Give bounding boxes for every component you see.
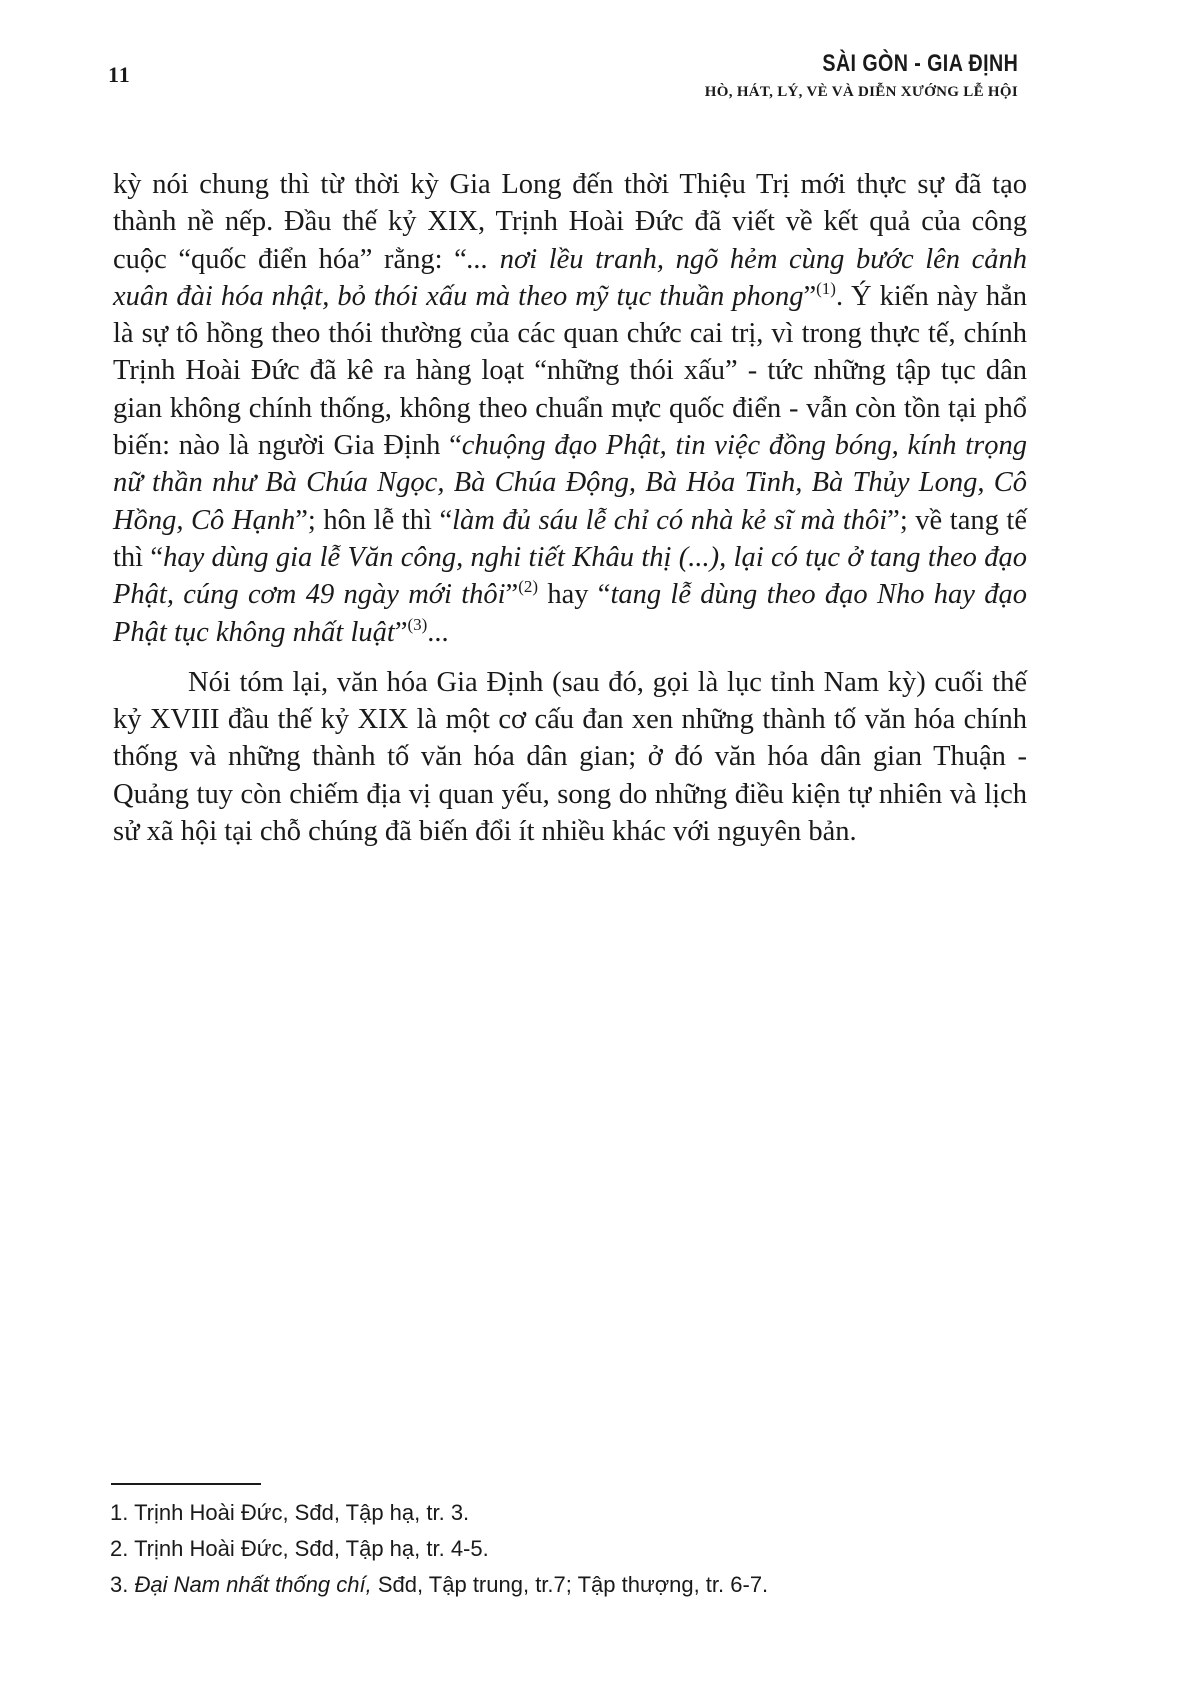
text-run: ... bbox=[427, 616, 449, 648]
paragraph-1 bbox=[113, 166, 1027, 651]
quotation: chuộng đạo Phật, tin việc đồng bóng, kính trọng nữ thần như Bà Chúa Ngọc, Bà Chúa Động, Bà Hỏa Tinh, Bà Thủy Long, Cô Hồng, Cô Hạnh bbox=[113, 430, 1027, 536]
book-subtitle: HÒ, HÁT, LÝ, VÈ VÀ DIỄN XƯỚNG LỄ HỘI bbox=[704, 84, 1018, 100]
quotation: làm đủ sáu lễ chỉ có nhà kẻ sĩ mà thôi bbox=[452, 504, 888, 536]
text-run: ” bbox=[394, 616, 408, 648]
footnote-number: 3. bbox=[110, 1572, 135, 1597]
footnote-ref-2: (2) bbox=[518, 577, 539, 597]
footnote-ref-1: (1) bbox=[816, 278, 836, 298]
text-run: hay “ bbox=[538, 579, 611, 611]
quotation: hay dùng gia lễ Văn công, nghi tiết Khâu thị (...), lại có tục ở tang theo đạo Phật, cúng cơm 49 ngày mới thôi bbox=[113, 541, 1027, 611]
text-run: ”; hôn lễ thì “ bbox=[295, 504, 453, 536]
quotation: tang lễ dùng theo đạo Nho hay đạo Phật tục không nhất luật bbox=[113, 579, 1027, 648]
quotation: ... nơi lều tranh, ngõ hẻm cùng bước lên cảnh xuân đài hóa nhật, bỏ thói xấu mà theo mỹ tục thuần phong bbox=[113, 243, 1027, 312]
running-head bbox=[705, 50, 1018, 101]
footnote-ref-3: (3) bbox=[407, 614, 428, 634]
text-run: . Ý kiến này hẳn là sự tô hồng theo thói thường của các quan chức cai trị, vì trong thực tế, chính Trịnh Hoài Đức đã kê ra hàng loạt “những thói xấu” - tức những tập tục dân gian không chính thống, không theo chuẩn mực quốc điển - vẫn còn tồn tại phổ biến: nào là người Gia Định “ bbox=[113, 280, 1028, 462]
text-run: ” bbox=[505, 579, 519, 611]
text-run: ” bbox=[803, 280, 817, 312]
footnote-rule bbox=[111, 1483, 261, 1485]
page-number: 11 bbox=[108, 62, 131, 87]
text-run: ”; về tang tế thì “ bbox=[113, 504, 1027, 573]
footnote-1: 1. Trịnh Hoài Đức, Sđd, Tập hạ, tr. 3. bbox=[110, 1500, 470, 1525]
footnote-citation: Sđd, Tập trung, tr.7; Tập thượng, tr. 6-7. bbox=[371, 1572, 769, 1597]
footnote-2: 2. Trịnh Hoài Đức, Sđd, Tập hạ, tr. 4-5. bbox=[110, 1536, 489, 1561]
paragraph-2: Nói tóm lại, văn hóa Gia Định (sau đó, gọi là lục tỉnh Nam kỳ) cuối thế kỷ XVIII đầu thế kỷ XIX là một cơ cấu đan xen những thành tố văn hóa chính thống và những thành tố văn hóa dân gian; ở đó văn hóa dân gian Thuận - Quảng tuy còn chiếm địa vị quan yếu, song do những điều kiện tự nhiên và lịch sử xã hội tại chỗ chúng đã biến đổi ít nhiều khác với nguyên bản. bbox=[113, 666, 1027, 848]
body-text bbox=[113, 166, 1027, 850]
footnotes bbox=[110, 1495, 1010, 1603]
footnote-3 bbox=[110, 1567, 1010, 1603]
text-run: kỳ nói chung thì từ thời kỳ Gia Long đến thời Thiệu Trị mới thực sự đã tạo thành nề nếp. Đầu thế kỷ XIX, Trịnh Hoài Đức đã viết về kết quả của công cuộc “quốc điển hóa” rằng: “ bbox=[113, 169, 1027, 275]
book-title: SÀI GÒN - GIA ĐỊNH bbox=[822, 50, 1018, 77]
footnote-work-title: Đại Nam nhất thống chí, bbox=[134, 1572, 372, 1597]
